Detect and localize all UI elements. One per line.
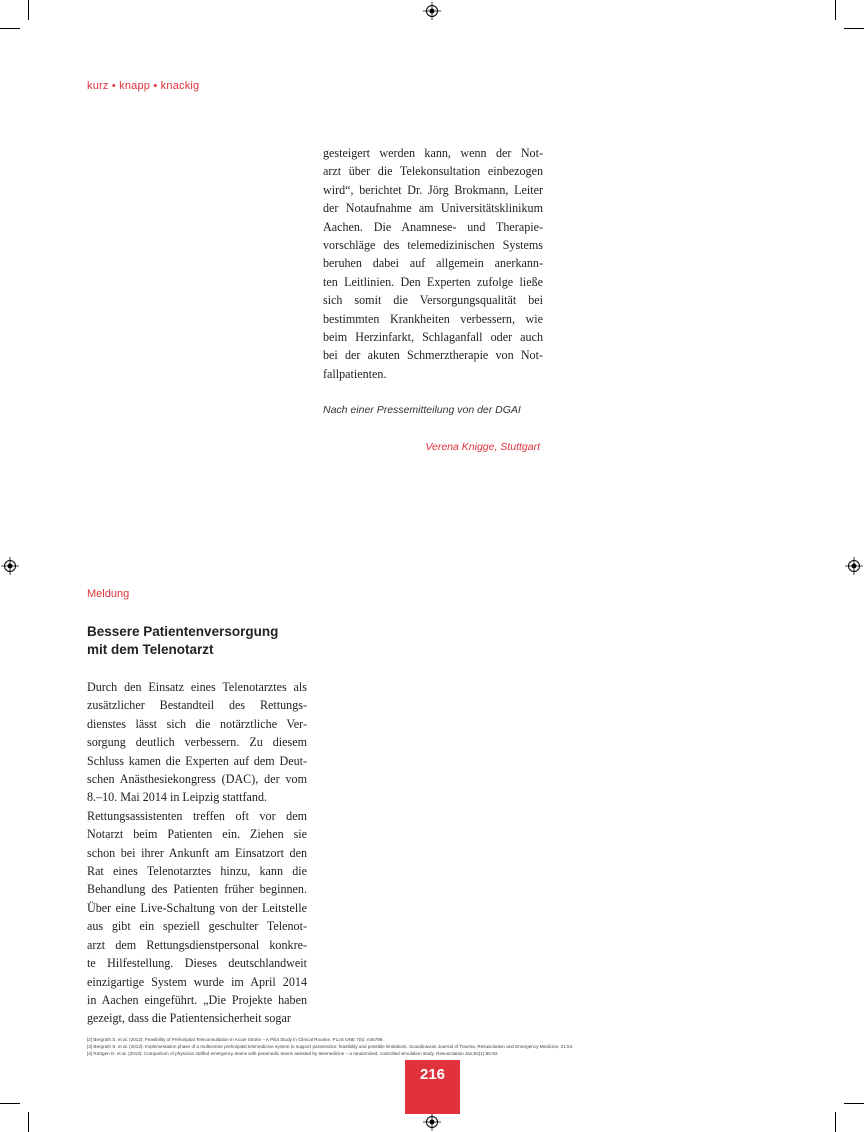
text-line: te Hilfestellung. Dieses deutschlandweit [87, 956, 307, 971]
text-line: Aachen. Die Anamnese- und Therapie- [323, 219, 543, 234]
crop-mark [844, 28, 864, 29]
crop-mark [835, 0, 836, 20]
crop-mark [0, 1103, 20, 1104]
text-line: Rat eines Telenotarztes hinzu, kann die [87, 864, 307, 879]
text-line: ten Leitlinien. Den Experten zufolge ließe [323, 274, 543, 289]
author-credit: Verena Knigge, Stuttgart [425, 441, 540, 453]
text-line: beruhen dabei auf allgemein anerkann- [323, 256, 543, 271]
running-head: kurz • knapp • knackig [87, 80, 200, 92]
crop-mark [28, 1112, 29, 1132]
text-line: gesteigert werden kann, wenn der Not- [323, 146, 543, 160]
footnotes [87, 1036, 787, 1057]
text-line: in Aachen eingeführt. „Die Projekte haben [87, 992, 307, 1007]
text-line: Über eine Live-Schaltung von der Leitstelle [87, 900, 307, 915]
text-line: arzt über die Telekonsultation einbezogen [323, 164, 543, 179]
text-line: sich somit die Versorgungsqualität bei [323, 293, 543, 308]
registration-mark-icon [845, 557, 863, 575]
crop-mark [844, 1103, 864, 1104]
headline-line: Bessere Patientenversorgung [87, 624, 279, 639]
registration-mark-icon [1, 557, 19, 575]
text-line: Durch den Einsatz eines Telenotarztes als [87, 680, 307, 694]
text-line: zusätzlicher Bestandteil des Rettungs- [87, 698, 307, 713]
text-line: arzt dem Rettungsdienstpersonal konkre- [87, 937, 307, 952]
text-line: fallpatienten. [323, 366, 387, 381]
text-line: vorschläge des telemedizinischen Systems [323, 238, 543, 253]
text-line: gezeigt, dass die Patientensicherheit sogar [87, 1011, 291, 1026]
text-line: Schluss kamen die Experten auf dem Deut- [87, 753, 307, 768]
registration-mark-icon [423, 2, 441, 20]
text-line: der Notaufnahme am Universitätsklinikum [323, 201, 543, 216]
registration-mark-icon [423, 1113, 441, 1131]
text-line: aus gibt ein speziell geschulter Telenot- [87, 919, 307, 934]
page-number-box [405, 1060, 460, 1114]
footnote: [4] Rörtgen D. et al. (2013): Comparison of physician staffed emergency teams with paramedic teams assisted by telemedicine – a randomized, controlled simulation study. Resuscitation Jan;84(1):85-92. [87, 1051, 499, 1056]
text-line: beim Herzinfarkt, Schlaganfall oder auch [323, 330, 543, 345]
text-line: einzigartige System wurde im April 2014 [87, 974, 307, 989]
source-note: Nach einer Pressemitteilung von der DGAI [323, 404, 521, 416]
article-headline [87, 623, 327, 659]
text-line: 8.–10. Mai 2014 in Leipzig stattfand. [87, 790, 268, 805]
crop-mark [0, 28, 20, 29]
footnote: [3] Bergrath S. et al. (2013): Implementation phase of a multicentre prehospital telemedicine system to support paramedics: feasibility and possible limitations. Scandinavian Journal of Trauma, Resuscitation and Emergency Medicine, 21:54. [87, 1044, 574, 1049]
text-line: Behandlung des Patienten früher beginnen. [87, 882, 307, 897]
crop-mark [835, 1112, 836, 1132]
text-line: Rettungsassistenten treffen oft vor dem [87, 808, 307, 823]
text-line: bestimmten Krankheiten verbessern, wie [323, 311, 543, 326]
text-line: Notarzt beim Patienten ein. Ziehen sie [87, 827, 307, 842]
text-line: wird“, berichtet Dr. Jörg Brokmann, Leiter [323, 182, 543, 197]
footnote: [2] Bergrath S. et al. (2012): Feasibility of Prehospital Teleconsultation in Acute Stroke – A Pilot Study in Clinical Routine. PLoS ONE 7(5): e36796. [87, 1037, 384, 1042]
article-body [87, 678, 307, 1028]
text-line: dienstes lässt sich die notärztliche Ver- [87, 716, 307, 731]
page-number: 216 [419, 1066, 446, 1083]
headline-line: mit dem Telenotarzt [87, 642, 214, 657]
text-line: sorgung deutlich verbessern. Zu diesem [87, 735, 307, 750]
text-line: bei der akuten Schmerztherapie von Not- [323, 348, 543, 363]
text-line: schon bei ihrer Ankunft am Einsatzort den [87, 845, 307, 860]
crop-mark [28, 0, 29, 20]
text-line: schen Anästhesiekongress (DAC), der vom [87, 772, 307, 787]
article-continuation [323, 144, 543, 383]
section-label: Meldung [87, 588, 130, 600]
